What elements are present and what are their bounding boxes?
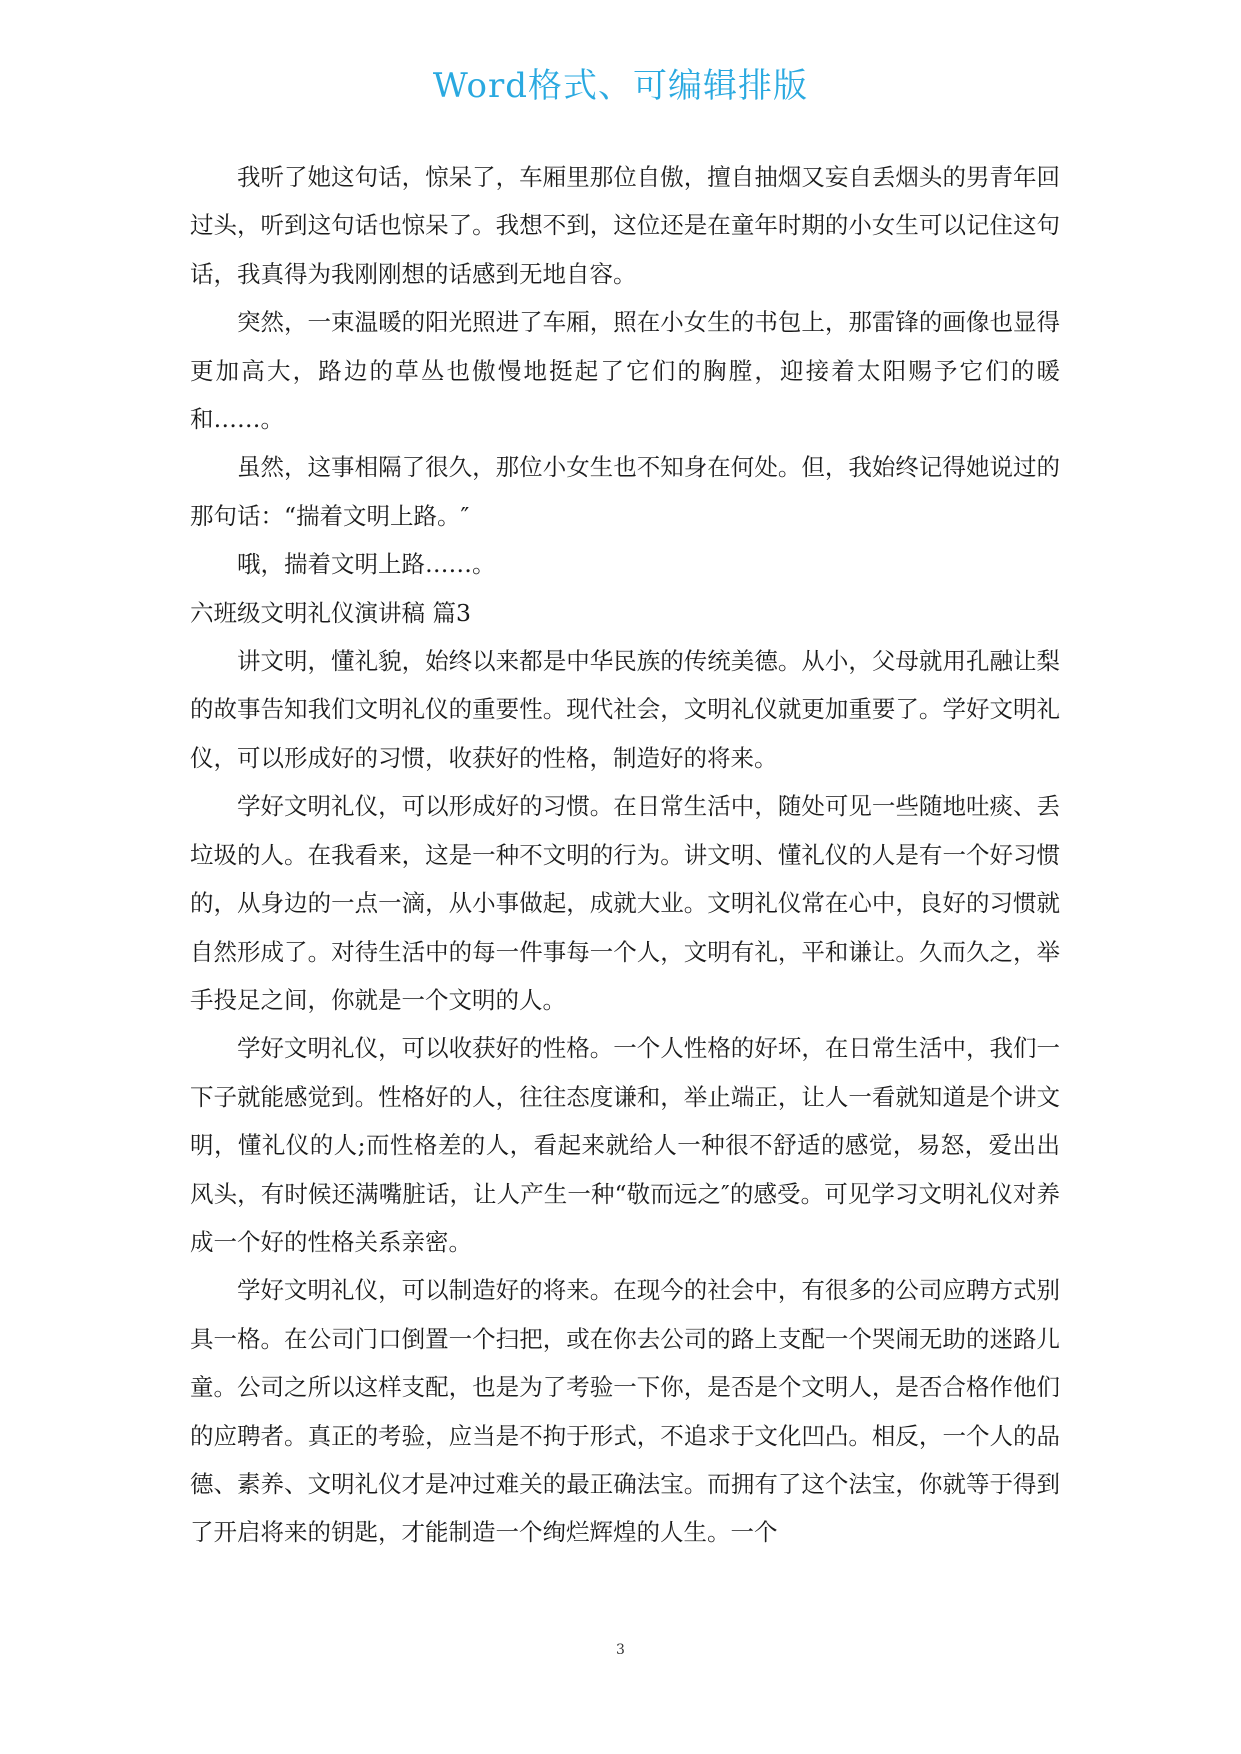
- body-paragraph: 学好文明礼仪，可以制造好的将来。在现今的社会中，有很多的公司应聘方式别具一格。在公司门口倒置一个扫把，或在你去公司的路上支配一个哭闹无助的迷路儿童。公司之所以这样支配，也是为了考验一下你，是否是个文明人，是否合格作他们的应聘者。真正的考验，应当是不拘于形式，不追求于文化凹凸。相反，一个人的品德、素养、文明礼仪才是冲过难关的最正确法宝。而拥有了这个法宝，你就等于得到了开启将来的钥匙，才能制造一个绚烂辉煌的人生。一个: [190, 1276, 1060, 1547]
- body-paragraph: 我听了她这句话，惊呆了，车厢里那位自傲，擅自抽烟又妄自丢烟头的男青年回过头，听到这句话也惊呆了。我想不到，这位还是在童年时期的小女生可以记住这句话，我真得为我刚刚想的话感到无地自容。: [190, 163, 1060, 288]
- body-paragraph: 学好文明礼仪，可以收获好的性格。一个人性格的好坏，在日常生活中，我们一下子就能感觉到。性格好的人，往往态度谦和，举止端正，让人一看就知道是个讲文明，懂礼仪的人;而性格差的人，看起来就给人一种很不舒适的感觉，易怒，爱出出风头，有时候还满嘴脏话，让人产生一种“敬而远之″的感受。可见学习文明礼仪对养成一个好的性格关系亲密。: [190, 1034, 1060, 1256]
- body-paragraph: 学好文明礼仪，可以形成好的习惯。在日常生活中，随处可见一些随地吐痰、丢垃圾的人。在我看来，这是一种不文明的行为。讲文明、懂礼仪的人是有一个好习惯的，从身边的一点一滴，从小事做起，成就大业。文明礼仪常在心中，良好的习惯就自然形成了。对待生活中的每一件事每一个人，文明有礼，平和谦让。久而久之，举手投足之间，你就是一个文明的人。: [190, 792, 1060, 1014]
- page-number: 3: [616, 1642, 625, 1658]
- body-paragraph: 突然，一束温暖的阳光照进了车厢，照在小女生的书包上，那雷锋的画像也显得更加高大，路边的草丛也傲慢地挺起了它们的胸膛，迎接着太阳赐予它们的暖和……。: [190, 308, 1060, 434]
- document-body: [190, 153, 1060, 1557]
- page-header-title: Word格式、可编辑排版: [432, 66, 809, 106]
- body-paragraph: 讲文明，懂礼貌，始终以来都是中华民族的传统美德。从小，父母就用孔融让梨的故事告知我们文明礼仪的重要性。现代社会，文明礼仪就更加重要了。学好文明礼仪，可以形成好的习惯，收获好的性格，制造好的将来。: [190, 647, 1060, 772]
- body-paragraph: 虽然，这事相隔了很久，那位小女生也不知身在何处。但，我始终记得她说过的那句话：“揣着文明上路。″: [190, 453, 1060, 530]
- section-heading: 六班级文明礼仪演讲稿 篇3: [190, 598, 471, 627]
- body-paragraph: 哦，揣着文明上路……。: [237, 550, 496, 579]
